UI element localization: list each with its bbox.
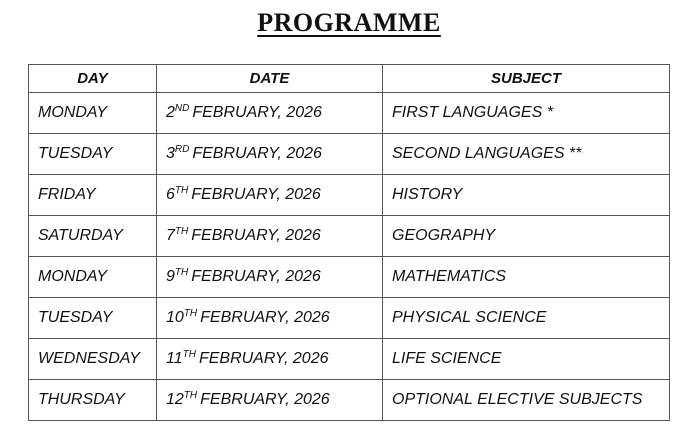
table-row [29, 93, 670, 134]
date-ordinal: TH [174, 266, 189, 278]
date-ordinal: TH [183, 389, 198, 401]
date-ordinal: TH [182, 348, 196, 360]
date-number: 9 [166, 268, 175, 285]
table-row [29, 175, 670, 216]
header-date: DATE [157, 65, 383, 93]
table-body [29, 93, 670, 421]
date-number: 7 [166, 227, 175, 244]
date-number: 10 [166, 309, 184, 326]
date-month-year: FEBRUARY, 2026 [200, 309, 330, 326]
date-month-year: FEBRUARY, 2026 [192, 104, 322, 121]
date-cell [157, 339, 383, 380]
date-month-year: FEBRUARY, 2026 [200, 391, 330, 408]
date-cell [157, 134, 383, 175]
date-cell [157, 298, 383, 339]
day-cell: MONDAY [29, 93, 157, 134]
day-cell: TUESDAY [29, 298, 157, 339]
date-cell [157, 175, 383, 216]
subject-cell: PHYSICAL SCIENCE [383, 298, 670, 339]
table-header [29, 65, 670, 93]
date-month-year: FEBRUARY, 2026 [191, 227, 321, 244]
subject-cell: SECOND LANGUAGES ** [383, 134, 670, 175]
subject-cell: HISTORY [383, 175, 670, 216]
subject-cell: GEOGRAPHY [383, 216, 670, 257]
date-month-year: FEBRUARY, 2026 [191, 186, 321, 203]
table-row [29, 339, 670, 380]
date-month-year: FEBRUARY, 2026 [191, 268, 321, 285]
date-number: 6 [166, 186, 175, 203]
date-number: 12 [166, 391, 184, 408]
subject-cell: FIRST LANGUAGES * [383, 93, 670, 134]
header-subject: SUBJECT [383, 65, 670, 93]
header-day: DAY [29, 65, 157, 93]
day-cell: WEDNESDAY [29, 339, 157, 380]
date-month-year: FEBRUARY, 2026 [198, 350, 329, 367]
date-number: 3 [166, 145, 175, 162]
day-cell: FRIDAY [29, 175, 157, 216]
header-row [29, 65, 670, 93]
date-cell [157, 380, 383, 421]
table-row [29, 257, 670, 298]
date-ordinal: TH [183, 307, 198, 319]
table-row [29, 134, 670, 175]
date-ordinal: ND [174, 102, 190, 114]
date-number: 2 [166, 104, 175, 121]
table-row [29, 298, 670, 339]
date-month-year: FEBRUARY, 2026 [192, 145, 322, 162]
page-title: PROGRAMME [257, 8, 441, 37]
date-ordinal: TH [174, 225, 189, 237]
subject-cell: LIFE SCIENCE [383, 339, 670, 380]
day-cell: MONDAY [29, 257, 157, 298]
date-cell [157, 257, 383, 298]
date-cell [157, 93, 383, 134]
date-ordinal: RD [174, 143, 190, 155]
table-row [29, 216, 670, 257]
title-block [0, 8, 698, 38]
date-number: 11 [166, 350, 183, 367]
date-cell [157, 216, 383, 257]
subject-cell: OPTIONAL ELECTIVE SUBJECTS [383, 380, 670, 421]
subject-cell: MATHEMATICS [383, 257, 670, 298]
day-cell: THURSDAY [29, 380, 157, 421]
programme-table [28, 64, 670, 421]
table-row [29, 380, 670, 421]
day-cell: SATURDAY [29, 216, 157, 257]
day-cell: TUESDAY [29, 134, 157, 175]
date-ordinal: TH [174, 184, 189, 196]
